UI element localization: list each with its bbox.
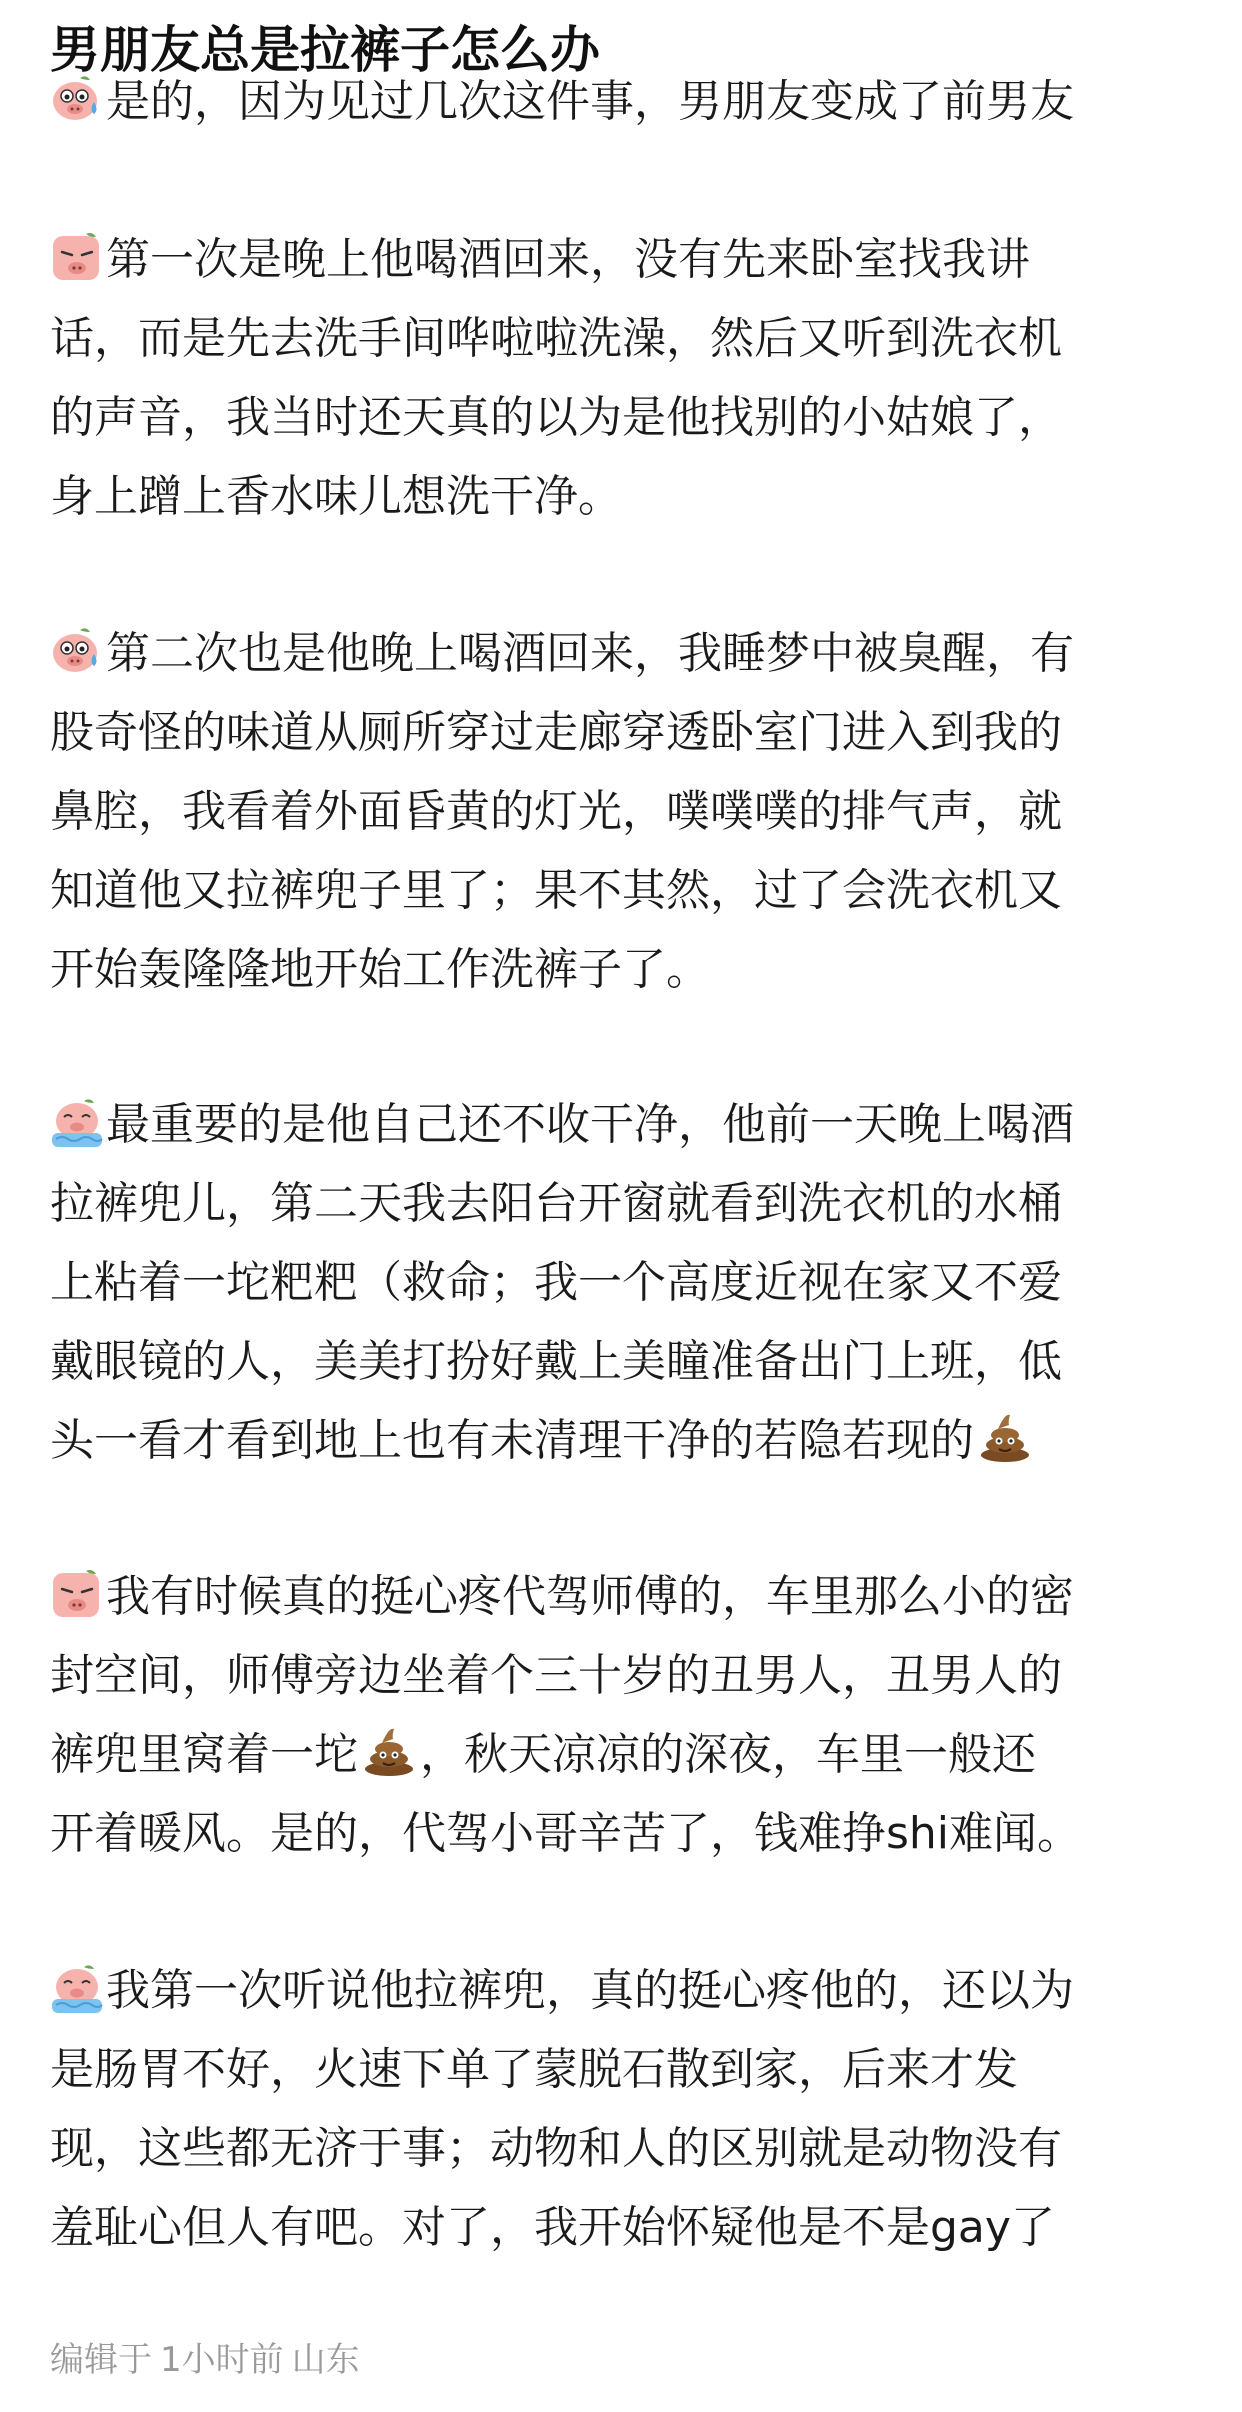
- paragraph-line: 拉裤兜儿，第二天我去阳台开窗就看到洗衣机的水桶: [50, 1178, 1062, 1229]
- paragraph-line: 第一次是晚上他喝酒回来，没有先来卧室找我讲: [50, 220, 1202, 299]
- paragraph-line: 头一看才看到地上也有未清理干净的若隐若现的: [50, 1401, 1202, 1480]
- paragraph-line: 我有时候真的挺心疼代驾师傅的，车里那么小的密: [50, 1557, 1202, 1636]
- poop-icon: [978, 1409, 1032, 1463]
- paragraph-line: 戴眼镜的人，美美打扮好戴上美瞳准备出门上班，低: [50, 1336, 1062, 1387]
- paragraph-line: 话，而是先去洗手间哗啦啦洗澡，然后又听到洗衣机: [50, 313, 1062, 364]
- paragraph-line: 我第一次听说他拉裤兜，真的挺心疼他的，还以为: [50, 1951, 1202, 2030]
- paragraph-line: 的声音，我当时还天真的以为是他找别的小姑娘了，: [50, 392, 1062, 443]
- edited-time: 1小时前: [160, 2340, 284, 2380]
- post-meta: [50, 2330, 368, 2390]
- crying-pig-face-icon: [50, 1961, 104, 2015]
- pouting-pig-face-icon: [50, 1567, 104, 1621]
- paragraph-line: 羞耻心但人有吧。对了，我开始怀疑他是不是gay了: [50, 2202, 1055, 2253]
- paragraph-line: 身上蹭上香水味儿想洗干净。: [50, 471, 622, 522]
- crying-pig-face-icon: [50, 1095, 104, 1149]
- poop-icon: [362, 1723, 416, 1777]
- paragraph-4: [50, 1085, 1202, 1480]
- sweating-pig-face-icon: [50, 624, 104, 678]
- paragraph-3: [50, 614, 1202, 1009]
- paragraph-2: [50, 220, 1202, 536]
- pouting-pig-face-icon: [50, 230, 104, 284]
- paragraph-1: [50, 62, 1202, 141]
- paragraph-line: 股奇怪的味道从厕所穿过走廊穿透卧室门进入到我的: [50, 707, 1062, 758]
- paragraph-line: 上粘着一坨粑粑（救命；我一个高度近视在家又不爱: [50, 1257, 1062, 1308]
- paragraph-line: 最重要的是他自己还不收干净，他前一天晚上喝酒: [50, 1085, 1202, 1164]
- edited-label: 编辑于: [50, 2340, 152, 2380]
- paragraph-line: 是的，因为见过几次这件事，男朋友变成了前男友: [50, 62, 1202, 141]
- paragraph-6: [50, 1951, 1202, 2267]
- paragraph-line: 第二次也是他晚上喝酒回来，我睡梦中被臭醒，有: [50, 614, 1202, 693]
- sweating-pig-face-icon: [50, 72, 104, 126]
- paragraph-line: 现，这些都无济于事；动物和人的区别就是动物没有: [50, 2123, 1062, 2174]
- paragraph-line: 开始轰隆隆地开始工作洗裤子了。: [50, 944, 710, 995]
- paragraph-line: 鼻腔，我看着外面昏黄的灯光，噗噗噗的排气声，就: [50, 786, 1062, 837]
- post-title: 男朋友总是拉裤子怎么办: [50, 21, 600, 79]
- paragraph-line: 裤兜里窝着一坨 ，秋天凉凉的深夜，车里一般还: [50, 1715, 1202, 1794]
- paragraph-5: [50, 1557, 1202, 1873]
- paragraph-line: 封空间，师傅旁边坐着个三十岁的丑男人，丑男人的: [50, 1650, 1062, 1701]
- paragraph-line: 开着暖风。是的，代驾小哥辛苦了，钱难挣shi难闻。: [50, 1808, 1082, 1859]
- paragraph-line: 知道他又拉裤兜子里了；果不其然，过了会洗衣机又: [50, 865, 1062, 916]
- post-location: 山东: [291, 2340, 360, 2380]
- paragraph-line: 是肠胃不好，火速下单了蒙脱石散到家，后来才发: [50, 2044, 1018, 2095]
